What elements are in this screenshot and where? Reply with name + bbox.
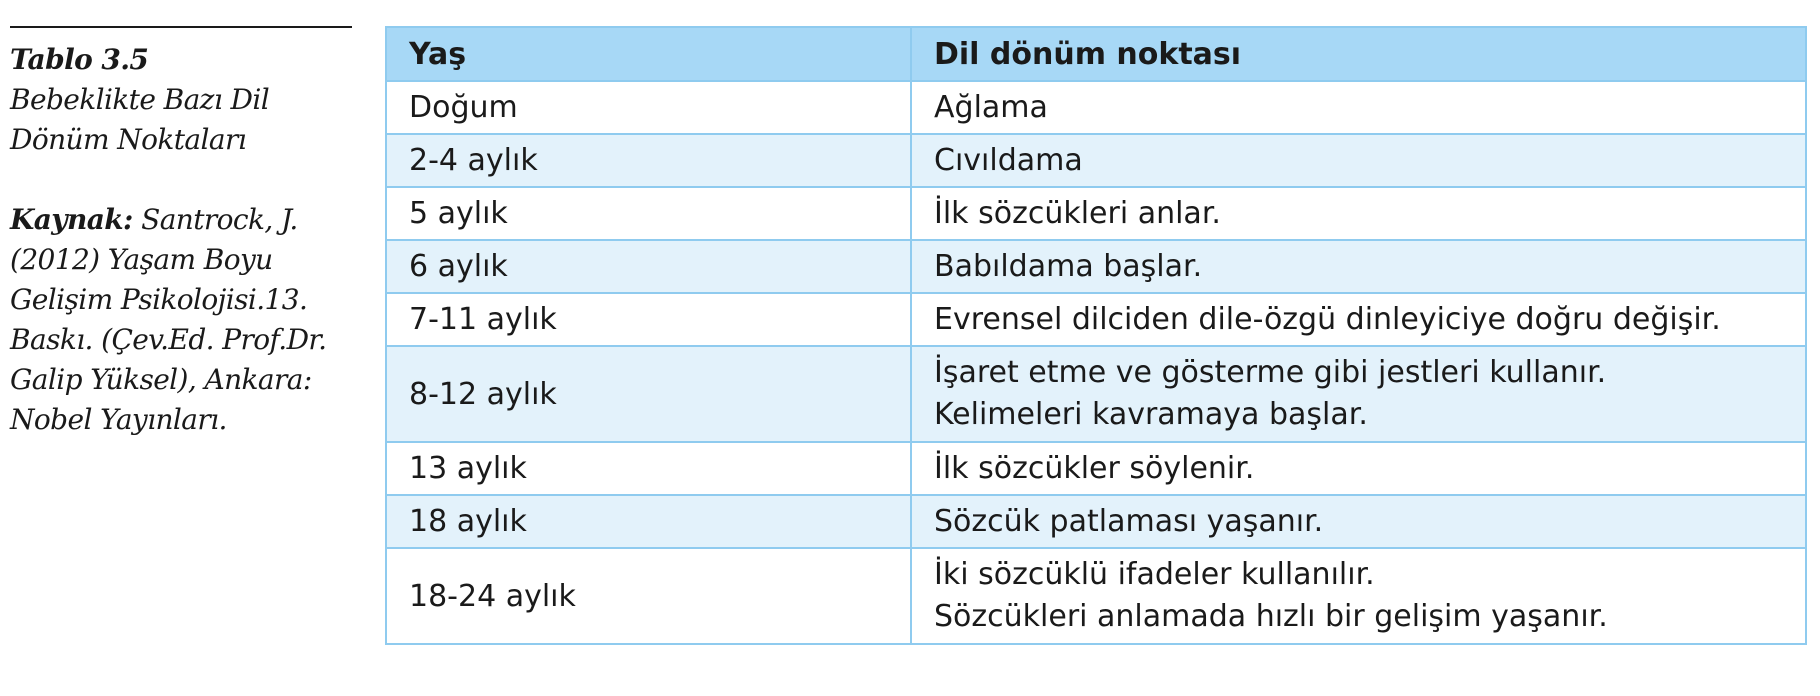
- cell-age: 5 aylık: [386, 187, 911, 240]
- source-label: Kaynak:: [10, 203, 133, 236]
- cell-milestone: [911, 81, 1806, 134]
- milestone-line: Sözcükleri anlamada hızlı bir gelişim yaşanır.: [934, 599, 1608, 634]
- caption-subtitle-line: Dönüm Noktaları: [10, 123, 247, 156]
- caption-spacer: [10, 160, 352, 200]
- table-row: [386, 240, 1806, 293]
- table-row: [386, 442, 1806, 495]
- caption-source-line: (2012) Yaşam Boyu: [10, 243, 273, 276]
- table-row: [386, 134, 1806, 187]
- cell-age: 6 aylık: [386, 240, 911, 293]
- milestone-line: İki sözcüklü ifadeler kullanılır.: [934, 557, 1375, 592]
- cell-milestone: [911, 346, 1806, 442]
- cell-milestone: [911, 293, 1806, 346]
- caption-source-line: Gelişim Psikolojisi.13.: [10, 283, 308, 316]
- milestone-line: Babıldama başlar.: [934, 248, 1203, 284]
- caption-source-line: Galip Yüksel), Ankara:: [10, 363, 312, 396]
- cell-milestone: [911, 187, 1806, 240]
- header-age: Yaş: [386, 27, 911, 81]
- milestone-line: Evrensel dilciden dile-özgü dinleyiciye doğru değişir.: [934, 301, 1721, 337]
- caption-text: [10, 40, 352, 440]
- cell-age: 8-12 aylık: [386, 346, 911, 442]
- table-row: [386, 495, 1806, 548]
- table-row: [386, 346, 1806, 442]
- caption-subtitle-line: Bebeklikte Bazı Dil: [10, 83, 270, 116]
- cell-milestone: [911, 548, 1806, 644]
- source-author: Santrock, J.: [141, 203, 298, 236]
- milestone-line: Ağlama: [934, 89, 1048, 125]
- milestones-table-wrapper: [385, 26, 1805, 645]
- milestone-line: Cıvıldama: [934, 142, 1083, 178]
- milestone-line: Kelimeleri kavramaya başlar.: [934, 397, 1368, 432]
- milestone-line: İlk sözcükler söylenir.: [934, 450, 1255, 486]
- table-row: [386, 293, 1806, 346]
- cell-milestone: [911, 495, 1806, 548]
- table-row: [386, 548, 1806, 644]
- cell-age: 18-24 aylık: [386, 548, 911, 644]
- milestone-line: Sözcük patlaması yaşanır.: [934, 503, 1324, 539]
- header-milestone: Dil dönüm noktası: [911, 27, 1806, 81]
- caption-source-line: Baskı. (Çev.Ed. Prof.Dr.: [10, 323, 327, 356]
- cell-milestone: [911, 442, 1806, 495]
- cell-age: 2-4 aylık: [386, 134, 911, 187]
- table-caption: [10, 26, 352, 440]
- milestones-table: [385, 26, 1807, 645]
- milestone-line: İşaret etme ve gösterme gibi jestleri kullanır.: [934, 355, 1607, 390]
- caption-source-line: [10, 200, 352, 240]
- cell-milestone: [911, 240, 1806, 293]
- caption-title: Tablo 3.5: [10, 43, 149, 76]
- cell-milestone: [911, 134, 1806, 187]
- caption-source-line: Nobel Yayınları.: [10, 403, 227, 436]
- cell-age: 18 aylık: [386, 495, 911, 548]
- milestone-line: İlk sözcükleri anlar.: [934, 195, 1221, 231]
- table-row: [386, 81, 1806, 134]
- table-row: [386, 187, 1806, 240]
- cell-age: 7-11 aylık: [386, 293, 911, 346]
- caption-rule: [10, 26, 352, 28]
- cell-age: Doğum: [386, 81, 911, 134]
- cell-age: 13 aylık: [386, 442, 911, 495]
- table-header-row: [386, 27, 1806, 81]
